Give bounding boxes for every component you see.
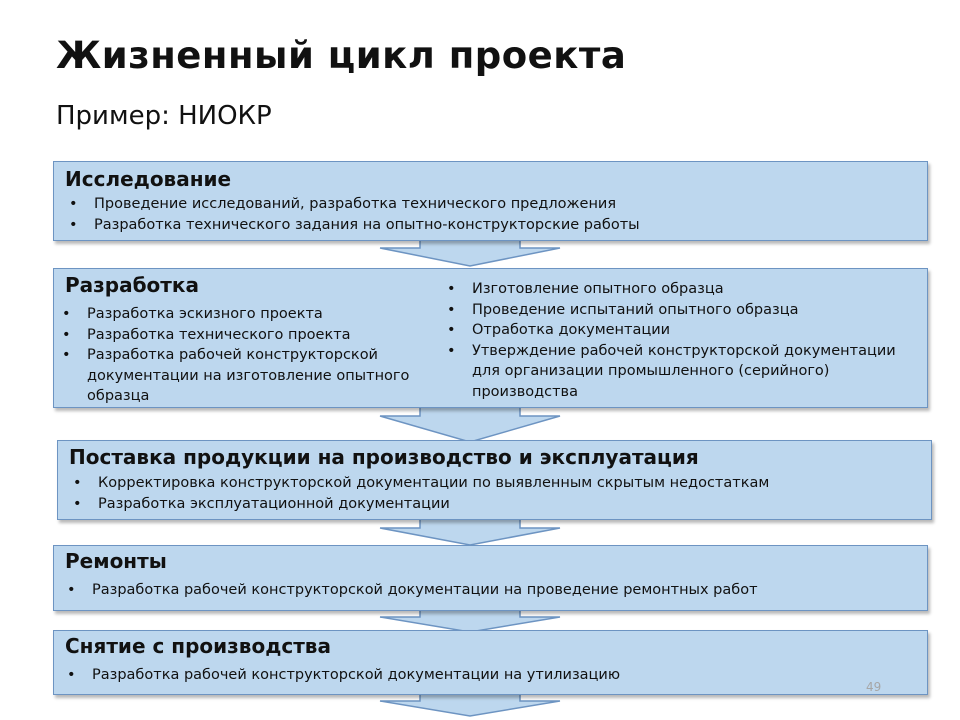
list-item: • Изготовление опытного образца (442, 279, 912, 300)
stage-production-title: Поставка продукции на производство и эксплуатация (69, 445, 699, 469)
stage-repairs-list (62, 580, 758, 601)
stage-development-left-list (57, 304, 432, 407)
slide-title: Жизненный цикл проекта (56, 34, 627, 77)
stage-development-box (53, 268, 928, 408)
arrow-development-to-production (380, 405, 560, 442)
list-item: • Разработка рабочей конструкторской документации на изготовление опытного образца (57, 345, 432, 407)
stage-development-right-list (442, 279, 912, 402)
list-item: • Разработка эксплуатационной документации (68, 494, 769, 515)
stage-development-title: Разработка (65, 273, 199, 297)
list-item: • Разработка рабочей конструкторской документации на утилизацию (62, 665, 620, 686)
list-item: • Разработка технического задания на опытно-конструкторские работы (64, 215, 640, 236)
list-item: • Проведение исследований, разработка технического предложения (64, 194, 640, 215)
list-item: • Разработка эскизного проекта (57, 304, 432, 325)
list-item: • Разработка технического проекта (57, 325, 432, 346)
arrow-research-to-development (380, 238, 560, 266)
slide-number: 49 (866, 680, 882, 694)
stage-production-box (57, 440, 932, 520)
list-item: • Отработка документации (442, 320, 912, 341)
arrow-repairs-to-decommissioning (380, 608, 560, 632)
stage-research-list (64, 194, 640, 235)
stage-production-list (68, 473, 769, 514)
stage-decommissioning-title: Снятие с производства (65, 634, 331, 658)
stage-repairs-title: Ремонты (65, 549, 167, 573)
stage-decommissioning-list (62, 665, 620, 686)
list-item: • Корректировка конструкторской документации по выявленным скрытым недостаткам (68, 473, 769, 494)
stage-repairs-box (53, 545, 928, 611)
list-item: • Утверждение рабочей конструкторской документации для организации промышленного (серийного) производства (442, 341, 912, 403)
slide-subtitle: Пример: НИОКР (56, 101, 272, 131)
list-item: • Разработка рабочей конструкторской документации на проведение ремонтных работ (62, 580, 758, 601)
stage-decommissioning-box (53, 630, 928, 695)
stage-research-title: Исследование (65, 167, 232, 191)
arrow-decommissioning-end (380, 692, 560, 716)
stage-research-box (53, 161, 928, 241)
arrow-production-to-repairs (380, 518, 560, 545)
list-item: • Проведение испытаний опытного образца (442, 300, 912, 321)
